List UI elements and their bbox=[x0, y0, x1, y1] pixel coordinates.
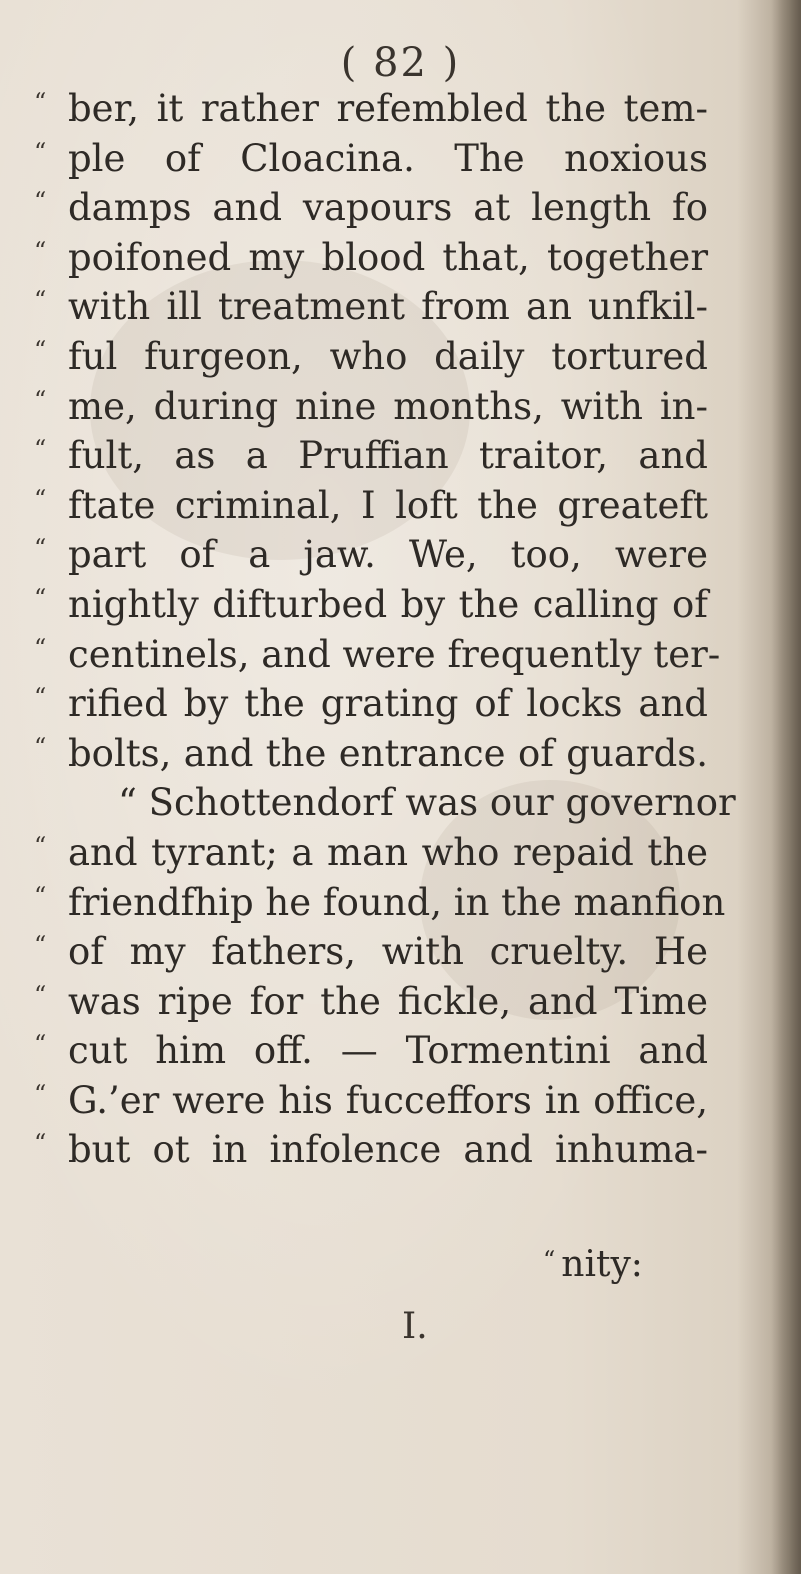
line-text: damps and vapours at length fo bbox=[68, 186, 708, 230]
text-line bbox=[0, 1125, 801, 1175]
signature-mark: I. bbox=[402, 1306, 428, 1347]
line-text: ftate criminal, I loft the greateft bbox=[68, 483, 708, 527]
line-text: nightly difturbed by the calling of bbox=[68, 582, 708, 626]
line-text: part of a jaw. We, too, were bbox=[68, 533, 708, 577]
catchword bbox=[543, 1244, 643, 1285]
quote-mark: “ bbox=[34, 335, 47, 364]
quote-mark: “ bbox=[34, 435, 47, 464]
text-line bbox=[0, 481, 801, 531]
quote-mark: “ bbox=[34, 831, 47, 860]
text-line bbox=[0, 828, 801, 878]
quote-mark: “ bbox=[34, 534, 47, 563]
line-text: fult, as a Pruffian traitor, and bbox=[68, 434, 708, 478]
line-text: of my fathers, with cruelty. He bbox=[68, 930, 708, 974]
quote-mark: “ bbox=[34, 583, 47, 612]
body-text bbox=[0, 84, 801, 1175]
text-line bbox=[0, 282, 801, 332]
text-line bbox=[0, 233, 801, 283]
quote-mark: “ bbox=[34, 881, 47, 910]
quote-mark: “ bbox=[34, 236, 47, 265]
text-line bbox=[0, 530, 801, 580]
line-text: bolts, and the entrance of guards. bbox=[68, 731, 708, 775]
line-text: G.’er were his fucceffors in office, bbox=[68, 1078, 708, 1122]
line-text: with ill treatment from an unfkil- bbox=[68, 285, 708, 329]
line-text: was ripe for the fickle, and Time bbox=[68, 979, 708, 1023]
text-line bbox=[0, 878, 801, 928]
quote-mark: “ bbox=[34, 187, 47, 216]
text-line bbox=[0, 332, 801, 382]
quote-mark: “ bbox=[34, 1030, 47, 1059]
text-line bbox=[0, 431, 801, 481]
line-text: “ Schottendorf was our governor bbox=[118, 781, 736, 825]
text-line bbox=[0, 183, 801, 233]
text-line bbox=[0, 729, 801, 779]
text-line bbox=[0, 679, 801, 729]
text-line bbox=[0, 630, 801, 680]
quote-mark: “ bbox=[34, 1079, 47, 1108]
line-text: poifoned my blood that, together bbox=[68, 235, 708, 279]
quote-mark: “ bbox=[34, 286, 47, 315]
text-line bbox=[0, 580, 801, 630]
text-line bbox=[0, 1026, 801, 1076]
catchword-quote-mark: “ bbox=[543, 1246, 556, 1274]
line-text: ful furgeon, who daily tortured bbox=[68, 334, 708, 378]
line-text: friendfhip he found, in the manfion bbox=[68, 880, 726, 924]
quote-mark: “ bbox=[34, 633, 47, 662]
quote-mark: “ bbox=[34, 137, 47, 166]
line-text: centinels, and were frequently ter- bbox=[68, 632, 721, 676]
line-text: and tyrant; a man who repaid the bbox=[68, 830, 708, 874]
line-text: ple of Cloacina. The noxious bbox=[68, 136, 708, 180]
text-line bbox=[0, 778, 801, 828]
text-line bbox=[0, 1076, 801, 1126]
text-line bbox=[0, 134, 801, 184]
quote-mark: “ bbox=[34, 484, 47, 513]
catchword-text: nity: bbox=[561, 1244, 643, 1285]
text-line bbox=[0, 927, 801, 977]
page-number: ( 82 ) bbox=[340, 40, 461, 86]
line-text: rified by the grating of locks and bbox=[68, 682, 708, 726]
line-text: but ot in infolence and inhuma- bbox=[68, 1128, 708, 1172]
quote-mark: “ bbox=[34, 88, 47, 116]
text-line bbox=[0, 382, 801, 432]
quote-mark: “ bbox=[34, 980, 47, 1009]
line-text: cut him off. — Tormentini and bbox=[68, 1029, 708, 1073]
quote-mark: “ bbox=[34, 385, 47, 414]
line-text: ber, it rather refembled the tem- bbox=[68, 87, 708, 130]
quote-mark: “ bbox=[34, 683, 47, 712]
quote-mark: “ bbox=[34, 931, 47, 960]
quote-mark: “ bbox=[34, 732, 47, 761]
text-line bbox=[0, 977, 801, 1027]
text-line bbox=[0, 84, 801, 134]
line-text: me, during nine months, with in- bbox=[68, 384, 708, 428]
quote-mark: “ bbox=[34, 1129, 47, 1158]
